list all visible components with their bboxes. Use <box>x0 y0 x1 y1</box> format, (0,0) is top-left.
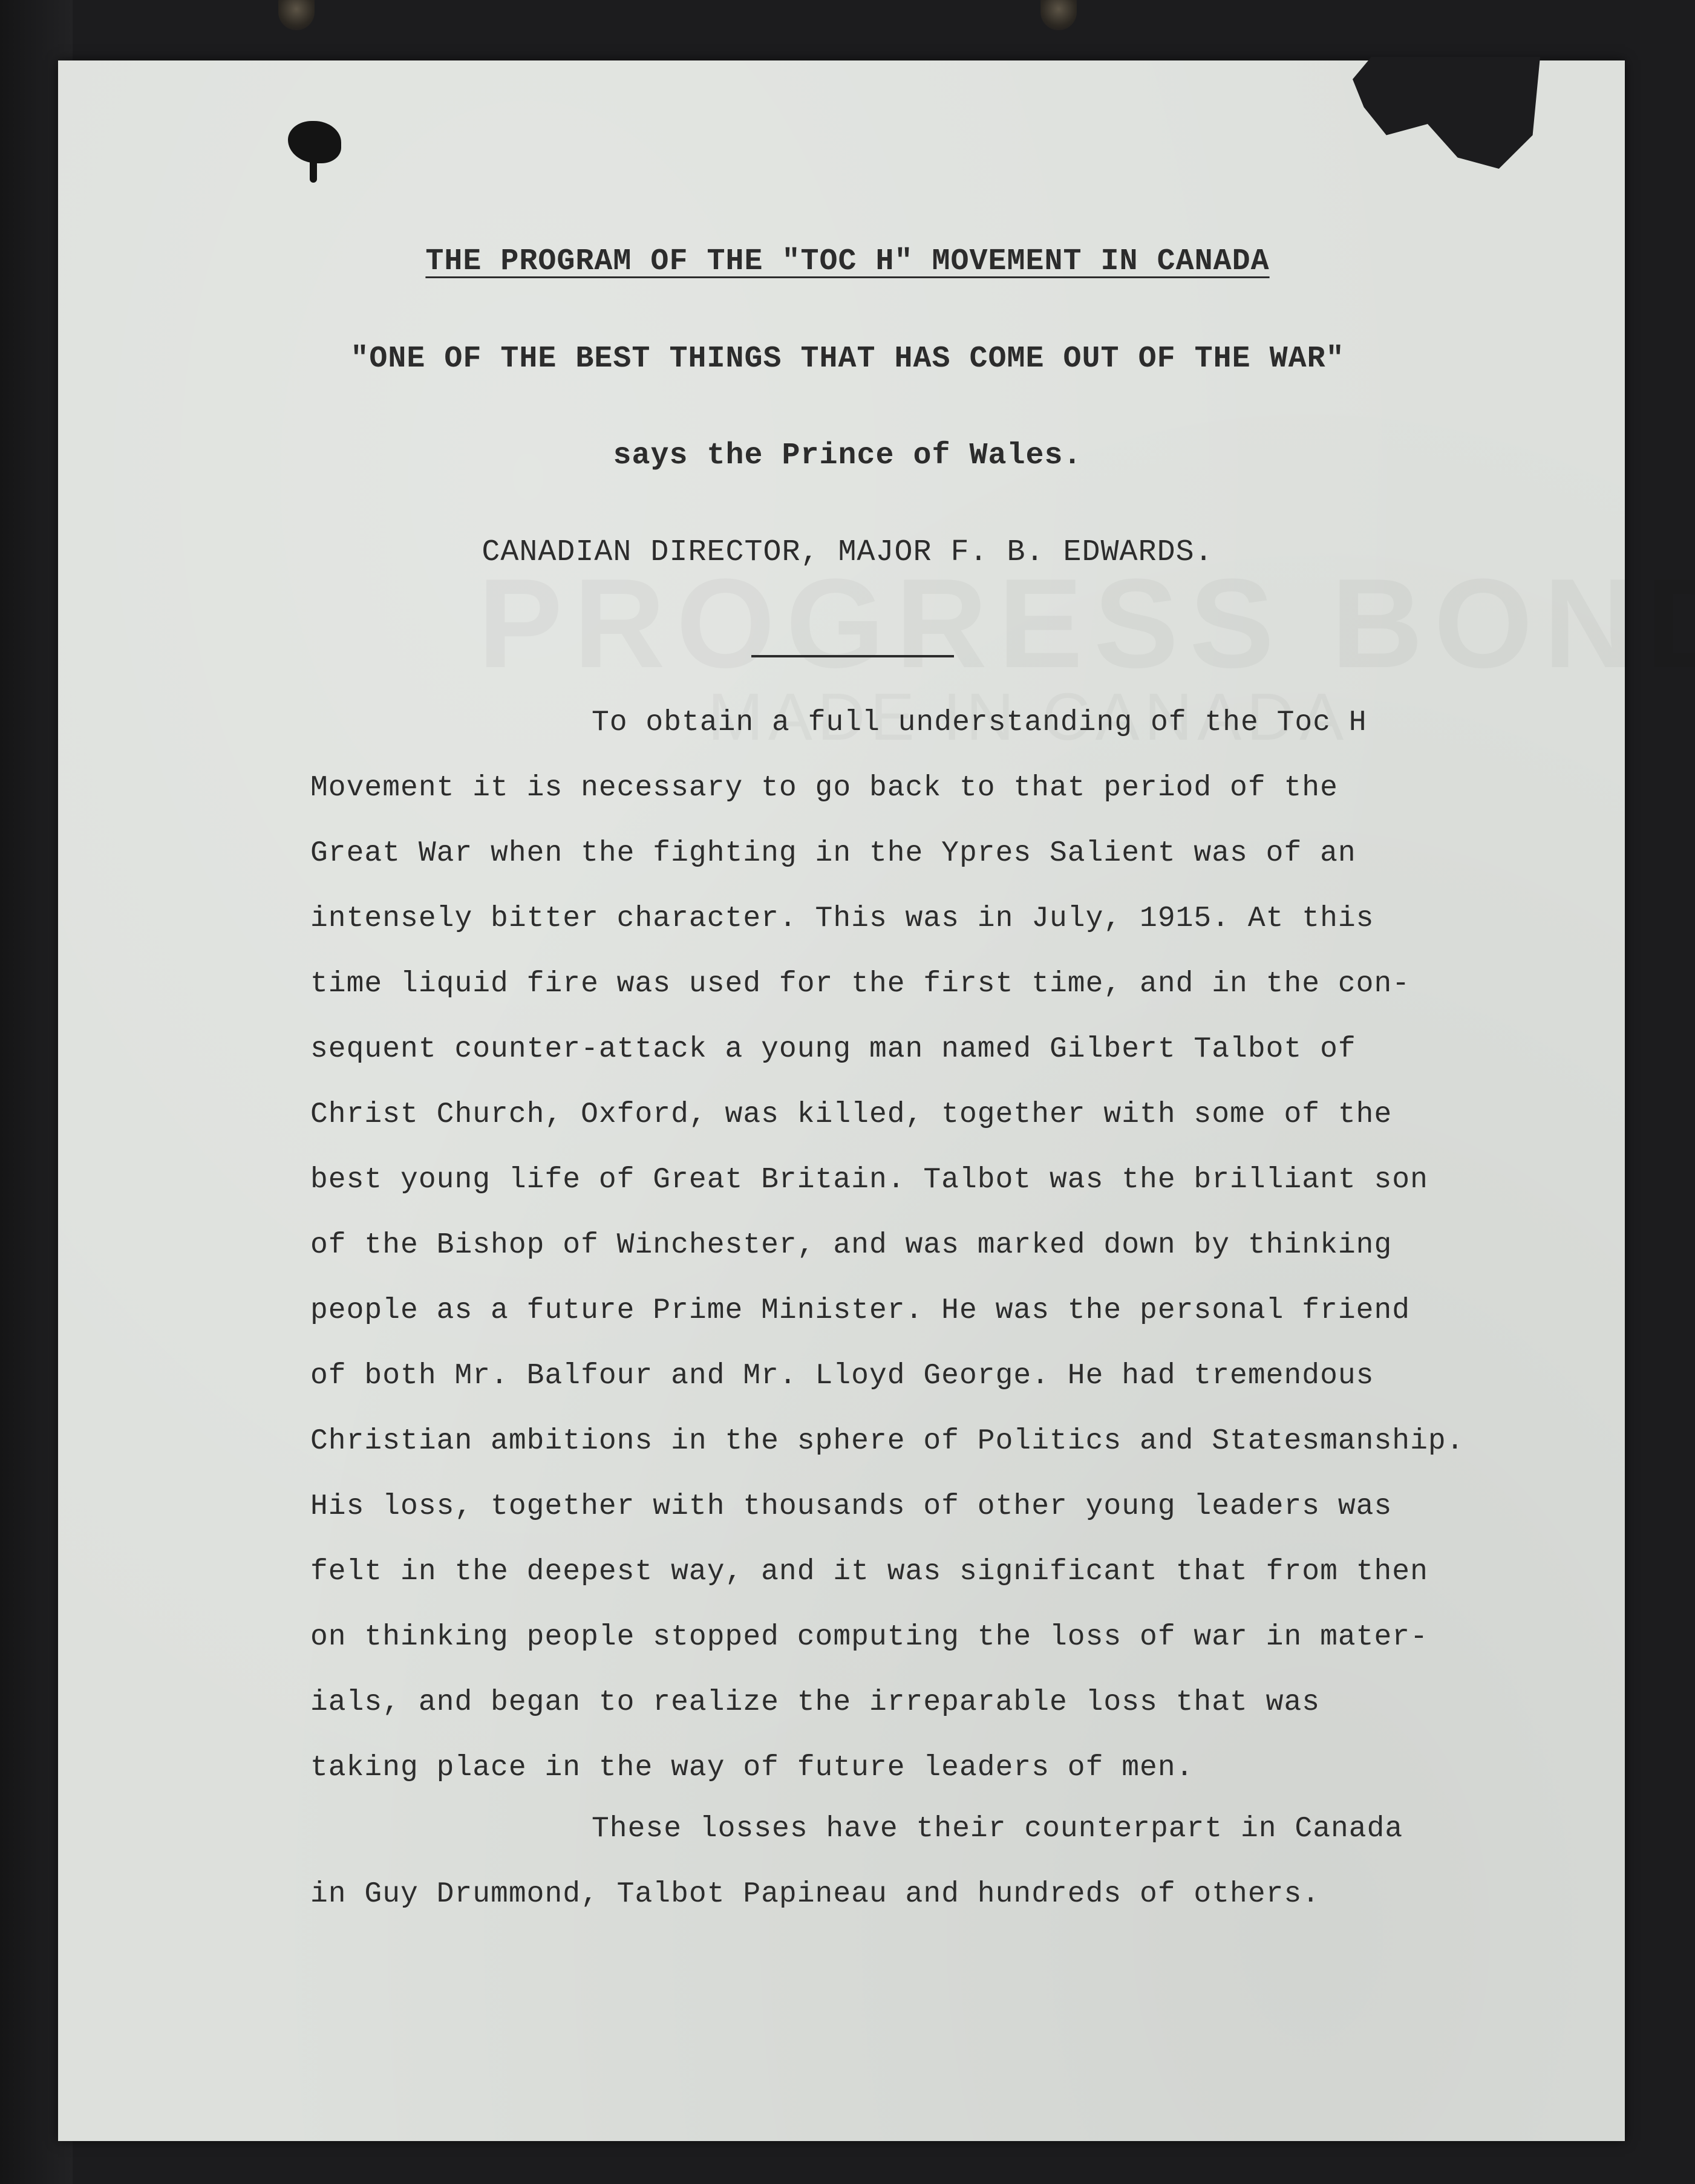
paragraph-2 <box>310 1796 1520 1927</box>
torn-corner <box>1353 57 1540 169</box>
director-line: CANADIAN DIRECTOR, MAJOR F. B. EDWARDS. <box>482 535 1213 570</box>
text-line: These losses have their counterpart in Canada <box>592 1813 1403 1845</box>
text-line: of the Bishop of Winchester, and was marked down by thinking <box>310 1229 1393 1262</box>
text-line: To obtain a full understanding of the Toc H <box>592 706 1367 739</box>
text-line: Movement it is necessary to go back to that period of the <box>310 772 1338 804</box>
text-line: His loss, together with thousands of other young leaders was <box>310 1490 1393 1523</box>
binder-screw-icon <box>278 0 315 30</box>
text-line: in Guy Drummond, Talbot Papineau and hundreds of others. <box>310 1878 1321 1911</box>
text-line: Great War when the fighting in the Ypres Salient was of an <box>310 837 1356 870</box>
text-line: Christian ambitions in the sphere of Politics and Statesmanship. <box>310 1425 1465 1458</box>
text-line: felt in the deepest way, and it was significant that from then <box>310 1556 1428 1588</box>
binder-screw-icon <box>1040 0 1077 30</box>
text-line: taking place in the way of future leaders of men. <box>310 1752 1194 1784</box>
section-divider <box>751 655 954 657</box>
text-line: on thinking people stopped computing the loss of war in mater- <box>310 1621 1428 1654</box>
text-line: time liquid fire was used for the first time, and in the con- <box>310 968 1411 1000</box>
document-title-text: THE PROGRAM OF THE "TOC H" MOVEMENT IN CANADA <box>425 244 1270 279</box>
punch-hole-icon <box>288 121 341 163</box>
text-line: of both Mr. Balfour and Mr. Lloyd George. He had tremendous <box>310 1360 1374 1392</box>
quote-attribution: says the Prince of Wales. <box>613 438 1082 473</box>
text-line: ials, and began to realize the irreparable loss that was <box>310 1686 1321 1719</box>
quote-heading: "ONE OF THE BEST THINGS THAT HAS COME OUT OF THE WAR" <box>350 342 1345 376</box>
text-line: Christ Church, Oxford, was killed, together with some of the <box>310 1098 1393 1131</box>
document-title <box>0 244 1695 279</box>
text-line: intensely bitter character. This was in July, 1915. At this <box>310 902 1374 935</box>
paragraph-1 <box>310 690 1520 1801</box>
text-line: sequent counter-attack a young man named Gilbert Talbot of <box>310 1033 1356 1066</box>
text-line: best young life of Great Britain. Talbot was the brilliant son <box>310 1164 1428 1196</box>
text-line: people as a future Prime Minister. He was the personal friend <box>310 1294 1411 1327</box>
